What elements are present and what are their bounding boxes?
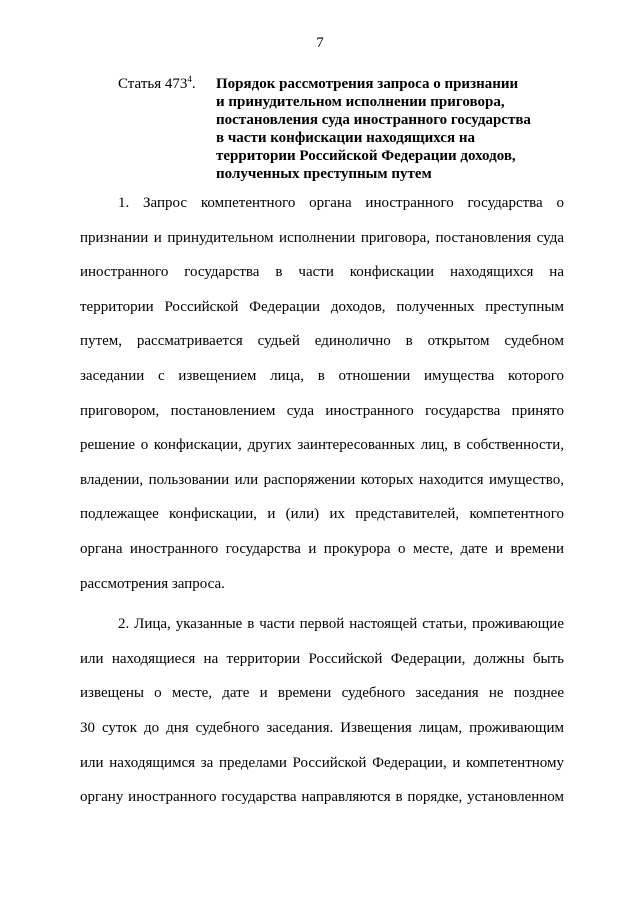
article-label-suffix: .: [191, 76, 196, 92]
paragraph-line: подлежащее конфискации, и (или) их представителей, компетентного: [80, 506, 564, 523]
paragraph-line: или находящиеся на территории Российской Федерации, должны быть: [80, 650, 564, 667]
paragraph-line: заседании с извещением лица, в отношении имущества которого: [80, 367, 564, 384]
paragraph-line: или находящимся за пределами Российской Федерации, и компетентному: [80, 754, 564, 771]
paragraph-line: органу иностранного государства направляются в порядке, установленном: [80, 789, 564, 806]
article-title-line: постановления суда иностранного государства: [216, 112, 531, 128]
paragraph-1: [80, 191, 564, 606]
article-title-line: Порядок рассмотрения запроса о признании: [216, 76, 519, 92]
paragraph-line: приговором, постановлением суда иностранного государства принято: [80, 402, 564, 419]
page-number: 7: [316, 35, 324, 51]
paragraph-2: [80, 612, 564, 820]
article-title-line: полученных преступным путем: [216, 166, 432, 182]
article-title: [216, 75, 556, 183]
paragraph-line: извещены о месте, дате и времени судебного заседания не позднее: [80, 685, 564, 702]
paragraph-line: решение о конфискации, других заинтересованных лиц, в собственности,: [80, 437, 564, 454]
paragraph-line: путем, рассматривается судьей единолично в открытом судебном: [80, 333, 564, 350]
paragraph-line: рассмотрения запроса.: [80, 575, 225, 592]
paragraph-line: иностранного государства в части конфискации находящихся на: [80, 264, 564, 281]
article-label-superscript: 4: [187, 74, 192, 84]
paragraph-line: владении, пользовании или распоряжении которых находится имущество,: [80, 471, 564, 488]
article-title-line: и принудительном исполнении приговора,: [216, 94, 505, 110]
paragraph-line: органа иностранного государства и прокурора о месте, дате и времени: [80, 540, 564, 557]
article-label-text: Статья 473: [118, 76, 188, 92]
paragraph-line: 2. Лица, указанные в части первой настоящей статьи, проживающие: [118, 616, 564, 633]
article-title-line: в части конфискации находящихся на: [216, 130, 475, 146]
article-body: [80, 191, 564, 820]
paragraph-line: 1. Запрос компетентного органа иностранного государства о: [118, 195, 564, 211]
article-title-line: территории Российской Федерации доходов,: [216, 148, 516, 164]
article-label: [118, 75, 196, 93]
paragraph-line: 30 суток до дня судебного заседания. Извещения лицам, проживающим: [80, 719, 564, 736]
paragraph-line: территории Российской Федерации доходов, полученных преступным: [80, 298, 564, 315]
paragraph-line: признании и принудительном исполнении приговора, постановления суда: [80, 229, 564, 246]
